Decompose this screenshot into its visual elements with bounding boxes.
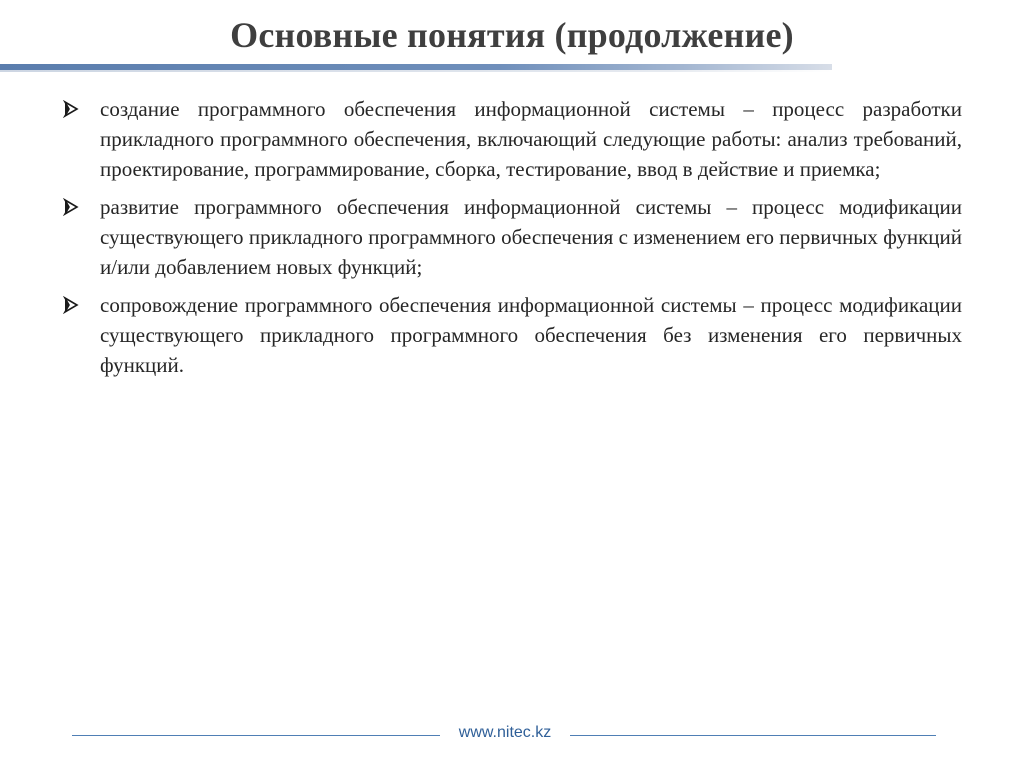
footer-url-link[interactable]: www.nitec.kz <box>458 724 552 741</box>
arrowhead-bullet-icon <box>62 296 80 314</box>
footer-rule-left <box>72 735 440 736</box>
title-underline-shadow <box>0 70 832 72</box>
bullet-list <box>62 94 962 388</box>
bullet-text: развитие программного обеспечения информационной системы – процесс модификации существующего прикладного программного обеспечения с изменением его первичных функций и/или добавлением новых функций; <box>100 195 962 279</box>
footer-rule-right <box>570 735 936 736</box>
bullet-item <box>62 290 962 380</box>
slide-title: Основные понятия (продолжение) <box>230 15 794 55</box>
bullet-item <box>62 94 962 184</box>
arrowhead-bullet-icon <box>62 100 80 118</box>
bullet-text: создание программного обеспечения информационной системы – процесс разработки прикладного программного обеспечения, включающий следующие работы: анализ требований, проектирование, программирование, сборка, тестирование, ввод в действие и приемка; <box>100 97 962 181</box>
bullet-text: сопровождение программного обеспечения информационной системы – процесс модификации существующего прикладного программного обеспечения без изменения его первичных функций. <box>100 293 962 377</box>
arrowhead-bullet-icon <box>62 198 80 216</box>
bullet-item <box>62 192 962 282</box>
